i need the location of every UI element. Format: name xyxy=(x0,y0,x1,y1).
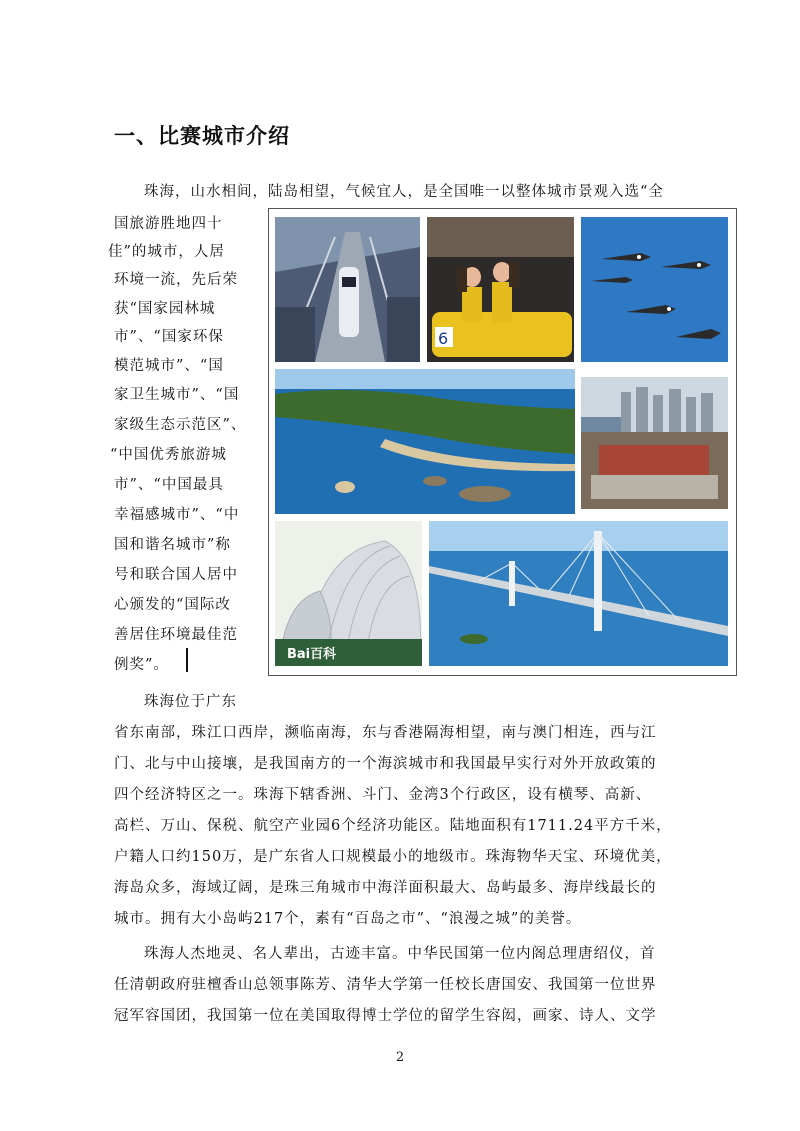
intro-line: 珠海，山水相间，陆岛相望，气候宜人，是全国唯一以整体城市景观入选“全 xyxy=(144,184,664,200)
intro-line: 心颁发的“国际改 xyxy=(114,597,231,613)
intro-line: 善居住环境最佳范 xyxy=(114,627,238,643)
body-line: 海岛众多，海域辽阔，是珠三角城市中海洋面积最大、岛屿最多、海岸线最长的 xyxy=(114,880,657,896)
opera-house-photo xyxy=(275,521,422,666)
intro-line: 国旅游胜地四十 xyxy=(114,216,223,232)
body-line: 珠海人杰地灵、名人辈出，古迹丰富。中华民国第一位内阁总理唐绍仪，首 xyxy=(144,946,656,962)
intro-line: 例奖”。 xyxy=(114,657,169,673)
body-line: 珠海位于广东 xyxy=(144,694,237,710)
intro-line: 家级生态示范区”、 xyxy=(114,417,247,433)
racing-models-photo xyxy=(427,217,574,362)
intro-line: “中国优秀旅游城 xyxy=(110,447,227,463)
coastline-photo xyxy=(275,369,575,514)
text-cursor xyxy=(186,648,188,672)
body-line: 省东南部，珠江口西岸，濒临南海，东与香港隔海相望，南与澳门相连，西与江 xyxy=(114,725,657,741)
body-line: 冠军容国团，我国第一位在美国取得博士学位的留学生容闳，画家、诗人、文学 xyxy=(114,1008,657,1024)
intro-line: 市”、“国家环保 xyxy=(114,329,224,345)
section-title: 一、比赛城市介绍 xyxy=(114,124,290,148)
intro-line: 模范城市”、“国 xyxy=(114,358,224,374)
air-show-photo xyxy=(581,217,728,362)
city-skyline-photo xyxy=(581,377,728,509)
intro-line: 国和谐名城市”称 xyxy=(114,537,231,553)
train-station-photo xyxy=(275,217,420,362)
intro-line: 家卫生城市”、“国 xyxy=(114,387,240,403)
photo-collage xyxy=(268,208,737,676)
baike-watermark: Bai百科 xyxy=(287,647,337,662)
body-line: 任清朝政府驻檀香山总领事陈芳、清华大学第一任校长唐国安、我国第一位世界 xyxy=(114,977,657,993)
body-line: 户籍人口约150万，是广东省人口规模最小的地级市。珠海物华天宝、环境优美， xyxy=(114,849,672,865)
body-line: 高栏、万山、保税、航空产业园6个经济功能区。陆地面积有1711.24平方千米， xyxy=(114,818,672,834)
intro-line: 市”、“中国最具 xyxy=(114,477,224,493)
bridge-photo xyxy=(429,521,728,666)
intro-line: 环境一流，先后荣 xyxy=(114,272,238,288)
page-number: 2 xyxy=(395,1050,405,1065)
intro-line: 佳”的城市，人居 xyxy=(108,244,225,260)
svg-text:6: 6 xyxy=(438,329,449,348)
intro-line: 获“国家园林城 xyxy=(114,301,216,317)
intro-line: 幸福感城市”、“中 xyxy=(114,507,240,523)
body-line: 城市。拥有大小岛屿217个，素有“百岛之市”、“浪漫之城”的美誉。 xyxy=(114,911,582,927)
body-line: 门、北与中山接壤，是我国南方的一个海滨城市和我国最早实行对外开放政策的 xyxy=(114,756,657,772)
body-line: 四个经济特区之一。珠海下辖香洲、斗门、金湾3个行政区，设有横琴、高新、 xyxy=(114,787,652,803)
intro-line: 号和联合国人居中 xyxy=(114,567,238,583)
